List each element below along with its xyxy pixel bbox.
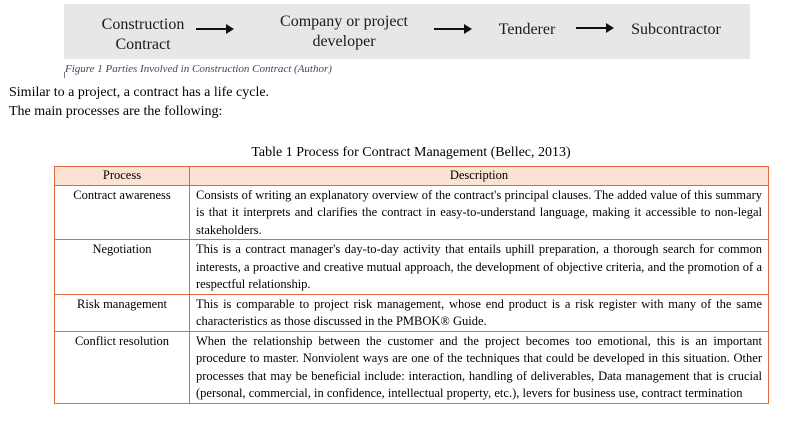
flow-node-line: Construction (101, 16, 185, 33)
description-cell: This is a contract manager's day-to-day activity that entails uphill preparation, a thorough search for common interests, a proactive and creative mutual approach, the development of objective criteria, and the promotion of a respectful relationship. (190, 240, 769, 295)
description-cell: When the relationship between the customer and the project becomes too emotional, this is an important procedure to master. Nonviolent ways are one of the techniques that could be developed in this situation. Other processes that may be beneficial include: interaction, handling of deliverables, Data management that is crucial (personal, commercial, in confidence, intellectual property, etc.), levers for business use, contract termination (190, 331, 769, 403)
flow-node-line: Contract (115, 36, 171, 53)
table-title: Table 1 Process for Contract Management (Bellec, 2013) (251, 145, 571, 160)
right-arrow-icon (434, 24, 472, 34)
description-cell: Consists of writing an explanatory overview of the contract's principal clauses. The added value of this summary is that it interprets and clarifies the contract in easy-to-understand language, making it accessible to non-legal stakeholders. (190, 185, 769, 240)
table-row (55, 185, 769, 240)
flow-node-line: Company or project (280, 13, 408, 30)
right-arrow-icon (576, 23, 614, 33)
process-cell: Contract awareness (55, 185, 190, 240)
header-description: Description (190, 167, 769, 186)
table-header-row (55, 167, 769, 186)
table-row (55, 240, 769, 295)
parties-flow-diagram (64, 4, 750, 59)
flow-node-construction-contract (78, 15, 208, 55)
table-row (55, 294, 769, 331)
flow-node-line: developer (312, 33, 376, 50)
right-arrow-icon (196, 24, 234, 34)
process-cell: Risk management (55, 294, 190, 331)
process-table (54, 166, 769, 404)
header-process: Process (55, 167, 190, 186)
body-paragraph-1: Similar to a project, a contract has a life cycle. (9, 85, 270, 100)
flow-node-company-developer (254, 12, 434, 52)
table-row (55, 331, 769, 403)
description-cell: This is comparable to project risk management, whose end product is a risk register with many of the same characteristics as those discussed in the PMBOK® Guide. (190, 294, 769, 331)
body-paragraph-2: The main processes are the following: (9, 104, 223, 119)
flow-node-tenderer: Tenderer (498, 21, 556, 38)
caption-marker (64, 72, 65, 78)
flow-node-subcontractor: Subcontractor (631, 21, 721, 38)
process-cell: Conflict resolution (55, 331, 190, 403)
process-cell: Negotiation (55, 240, 190, 295)
figure-caption: Figure 1 Parties Involved in Construction Contract (Author) (65, 63, 332, 75)
